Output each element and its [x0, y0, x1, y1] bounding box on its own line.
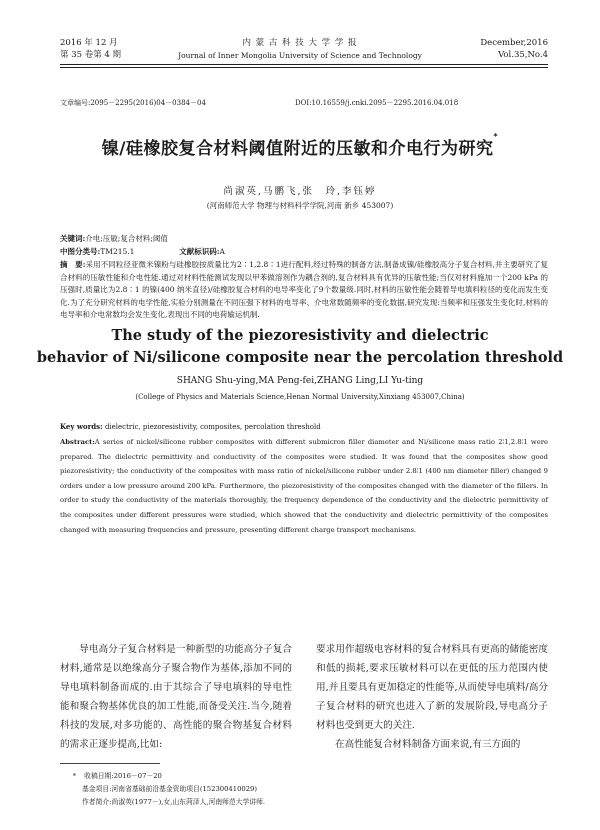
title-en-line2: behavior of Ni/silicone composite near the percolation threshold	[36, 349, 564, 366]
received-date: 收稿日期:2016－07－20	[84, 772, 162, 780]
doc-code-label: 文献标识码:	[179, 247, 220, 256]
body-left-column	[60, 640, 292, 754]
header-volume-cn: 第 35 卷第 4 期	[60, 50, 122, 60]
journal-name-en: Journal of Inner Mongolia University of Science and Technology	[178, 51, 422, 60]
article-number: 文章编号:2095－2295(2016)04－0384－04	[60, 99, 206, 107]
header-volume-en: Vol.35,No.4	[498, 50, 548, 60]
keywords-cn-label: 关键词:	[60, 234, 86, 243]
clc-label: 中图分类号:	[60, 247, 101, 256]
classification	[60, 246, 548, 259]
title-cn	[0, 134, 600, 159]
authors-cn: 尚淑英,马鹏飞,张 玲,李钰婷	[223, 186, 377, 197]
keywords-en	[60, 421, 548, 434]
title-cn-text: 镍/硅橡胶复合材料阈值附近的压敏和介电行为研究	[101, 139, 494, 159]
doc-code: A	[219, 247, 225, 256]
footnote-author: 作者简介:尚淑英(1977－),女,山东菏泽人,河南师范大学讲师.	[82, 798, 266, 806]
body-right-paragraph-2-text: 在高性能复合材料制备方面来说,有三方面的	[335, 739, 521, 750]
title-en	[0, 325, 600, 369]
abstract-en-text: A series of nickel/silicone rubber composites with different submicron filler diameter and Ni/silicone mass ratio 2∶1,2.8∶1 were prepared. The dielectric permittivity and conductivity of the composites were studied. It was found that the composites show good piezoresistivity; the conductivity of the composites with mass ratio of nickel/silicone rubber under 2.8∶1 (400 nm diameter filler) changed 9 orders under a low pressure around 200 kPa. Furthermore, the piezoresistivity of the composites changed with the diameter of the fillers. In order to study the conductivity of the materials thoroughly, the frequency dependence of the conductivity and the dielectric permittivity of the composites under different pressures were studied, which showed that the conductivity and dielectric permittivity of the composites changed with measuring frequencies and pressure, presenting different charge transport mechanisms.	[60, 438, 548, 534]
keywords-cn	[60, 233, 548, 246]
footnote-received	[60, 770, 480, 783]
keywords-cn-text: 介电;压敏;复合材料;阈值	[85, 234, 168, 243]
journal-name-cn: 内 蒙 古 科 技 大 学 学 报	[242, 38, 358, 48]
header-date: 2016 年 12 月	[60, 38, 118, 48]
title-footnote-mark: *	[493, 132, 499, 141]
footnote-mark: *	[72, 772, 76, 780]
header-rule-thin	[60, 67, 548, 68]
doi: DOI:10.16559/j.cnki.2095－2295.2016.04.018	[295, 99, 459, 107]
keywords-en-label: Key words:	[60, 422, 103, 431]
header-rule	[60, 64, 548, 65]
body-right-paragraph-2	[316, 735, 548, 754]
abstract-cn-text: 采用不同粒径亚微米镍粉与硅橡胶按质量比为2∶1,2.8∶1进行配料,经过特殊的制备方法,制备成镍/硅橡胶高分子复合材料,并主要研究了复合材料的压敏性能和介电性能.通过对材料性能测试发现以甲苯做溶剂作为耦合剂的,复合材料具有优异的压敏性能;当仅对材料施加一个200 kPa 的压强时,质量比为2.8∶1 的镍(400 纳米直径)/硅橡胶复合材料的电导率变化了9个数量级.同时,材料的压敏性能会随着导电填料粒径的变化而发生变化.为了充分研究材料的电学性能,实验分别测量在不同压强下材料的电导率、介电常数随频率的变化数据,研究发现:当频率和压强发生变化时,材料的电导率和介电常数均会发生变化,表现出不同的电荷输运机制.	[60, 260, 548, 319]
keywords-en-text: dielectric, piezoresistivity, composites, percolation threshold	[104, 423, 321, 431]
authors-en: SHANG Shu-ying,MA Peng-fei,ZHANG Ling,LI Yu-ting	[176, 376, 424, 386]
footnote-rule	[60, 763, 160, 764]
footnote-fund: 基金项目:河南省基础前沿基金资助项目(152300410029)	[82, 785, 258, 793]
body-left-text: 导电高分子复合材料是一种新型的功能高分子复合材料,通常是以绝缘高分子聚合物作为基体,添加不同的导电填料制备而成的.由于其综合了导电填料的导电性能和聚合物基体优良的加工性能,而备受关注.当今,随着科技的发展,对多功能的、高性能的聚合物基复合材料的需求正逐步提高,比如:	[60, 644, 292, 750]
title-en-line1: The study of the piezoresistivity and dielectric	[111, 327, 489, 344]
abstract-en-label: Abstract:	[60, 438, 95, 446]
abstract-cn-label: 摘 要:	[60, 260, 86, 269]
abstract-cn	[60, 259, 548, 322]
affiliation-cn: (河南师范大学 物理与材料科学学院,河南 新乡 453007)	[206, 201, 394, 210]
clc-code: TM215.1	[100, 247, 135, 256]
body-right-paragraph-1: 要求用作超级电容材料的复合材料具有更高的储能密度和低的损耗,要求压敏材料可以在更低的压力范围内使用,并且要具有更加稳定的性能等,从而使导电填料/高分子复合材料的研究也进入了新的发展阶段,导电高分子材料也受到更大的关注.	[316, 644, 548, 731]
header-date-en: December,2016	[480, 38, 548, 48]
body-right-column	[316, 640, 548, 754]
abstract-en	[60, 435, 548, 537]
affiliation-en: (College of Physics and Materials Science,Henan Normal University,Xinxiang 453007,China)	[135, 393, 465, 401]
